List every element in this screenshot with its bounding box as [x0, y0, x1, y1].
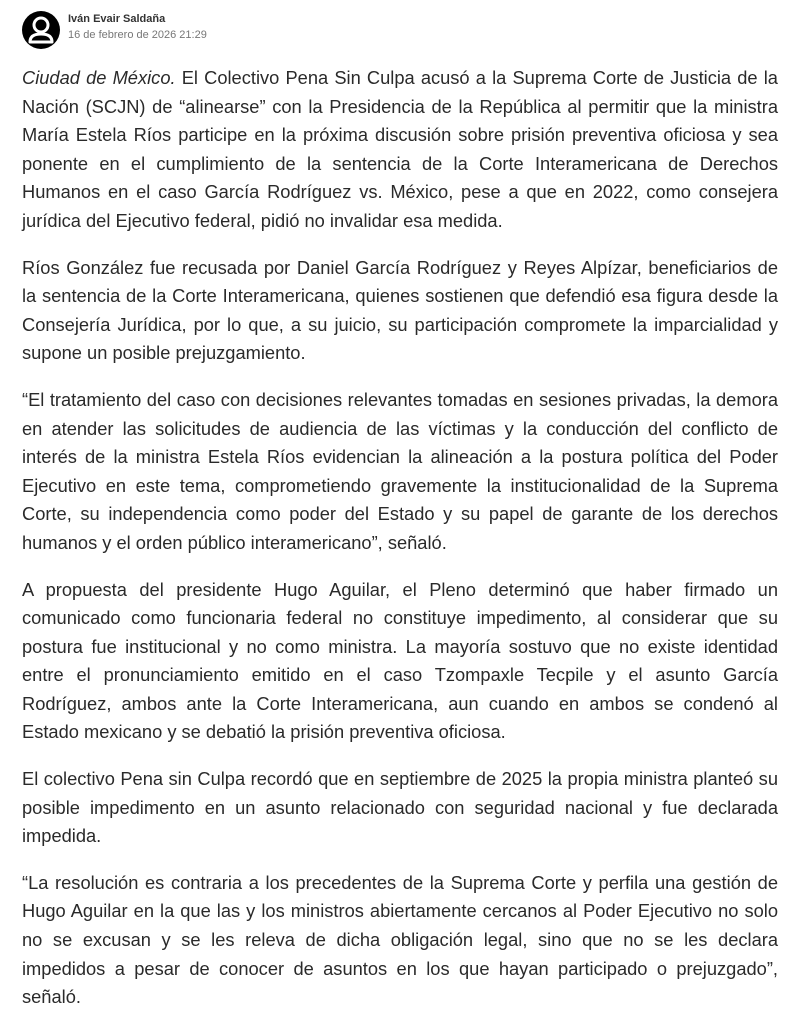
article-paragraph: A propuesta del presidente Hugo Aguilar, el Pleno determinó que haber firmado un comunicado como funcionaria federal no constituye impedimento, al considerar que su postura fue institucional y no como ministra. La mayoría sostuvo que no existe identidad entre el pronunciamiento emitido en el caso Tzompaxle Tecpile y el asunto García Rodríguez, ambos ante la Corte Interamericana, aun cuando en ambos se condenó al Estado mexicano y se debatió la prisión preventiva oficiosa.: [22, 578, 778, 743]
post-header: [22, 10, 207, 50]
article-body: [22, 64, 778, 1030]
author-name[interactable]: Iván Evair Saldaña: [68, 13, 166, 25]
article-paragraph: “El tratamiento del caso con decisiones relevantes tomadas en sesiones privadas, la demora en atender las solicitudes de audiencia de las víctimas y la conducción del conflicto de interés de la ministra Estela Ríos evidencian la alineación a la postura política del Poder Ejecutivo en este tema, comprometiendo gravemente la institucionalidad de la Suprema Corte, su independencia como poder del Estado y su papel de garante de los derechos humanos y el orden público interamericano”, señaló.: [22, 388, 778, 553]
post-date: 16 de febrero de 2026 21:29: [68, 29, 207, 41]
author-avatar[interactable]: [22, 11, 60, 49]
user-avatar-icon: [22, 11, 60, 49]
post-meta: [68, 12, 207, 42]
dateline: Ciudad de México.: [22, 67, 176, 88]
paragraph-text: El Colectivo Pena Sin Culpa acusó a la Suprema Corte de Justicia de la Nación (SCJN) de “alinearse” con la Presidencia de la República al permitir que la ministra María Estela Ríos participe en la próxima discusión sobre prisión preventiva oficiosa y sea ponente en el cumplimiento de la sentencia de la Corte Interamericana de Derechos Humanos en el caso García Rodríguez vs. México, pese a que en 2022, como consejera jurídica del Ejecutivo federal, pidió no invalidar esa medida.: [22, 67, 778, 231]
article-paragraph: El colectivo Pena sin Culpa recordó que en septiembre de 2025 la propia ministra planteó su posible impedimento en un asunto relacionado con seguridad nacional y fue declarada impedida.: [22, 768, 778, 847]
article-paragraph: “La resolución es contraria a los precedentes de la Suprema Corte y perfila una gestión de Hugo Aguilar en la que las y los ministros abiertamente cercanos al Poder Ejecutivo no solo no se excusan y se les releva de dicha obligación legal, sino que no se les declara impedidos a pesar de conocer de asuntos en los que hayan participado o prejuzgado”, señaló.: [22, 871, 778, 1008]
article-paragraph: Ríos González fue recusada por Daniel García Rodríguez y Reyes Alpízar, beneficiarios de la sentencia de la Corte Interamericana, quienes sostienen que defendió esa figura desde la Consejería Jurídica, por lo que, a su juicio, su participación compromete la imparcialidad y supone un posible prejuzgamiento.: [22, 256, 778, 364]
article-paragraph: [22, 64, 778, 236]
